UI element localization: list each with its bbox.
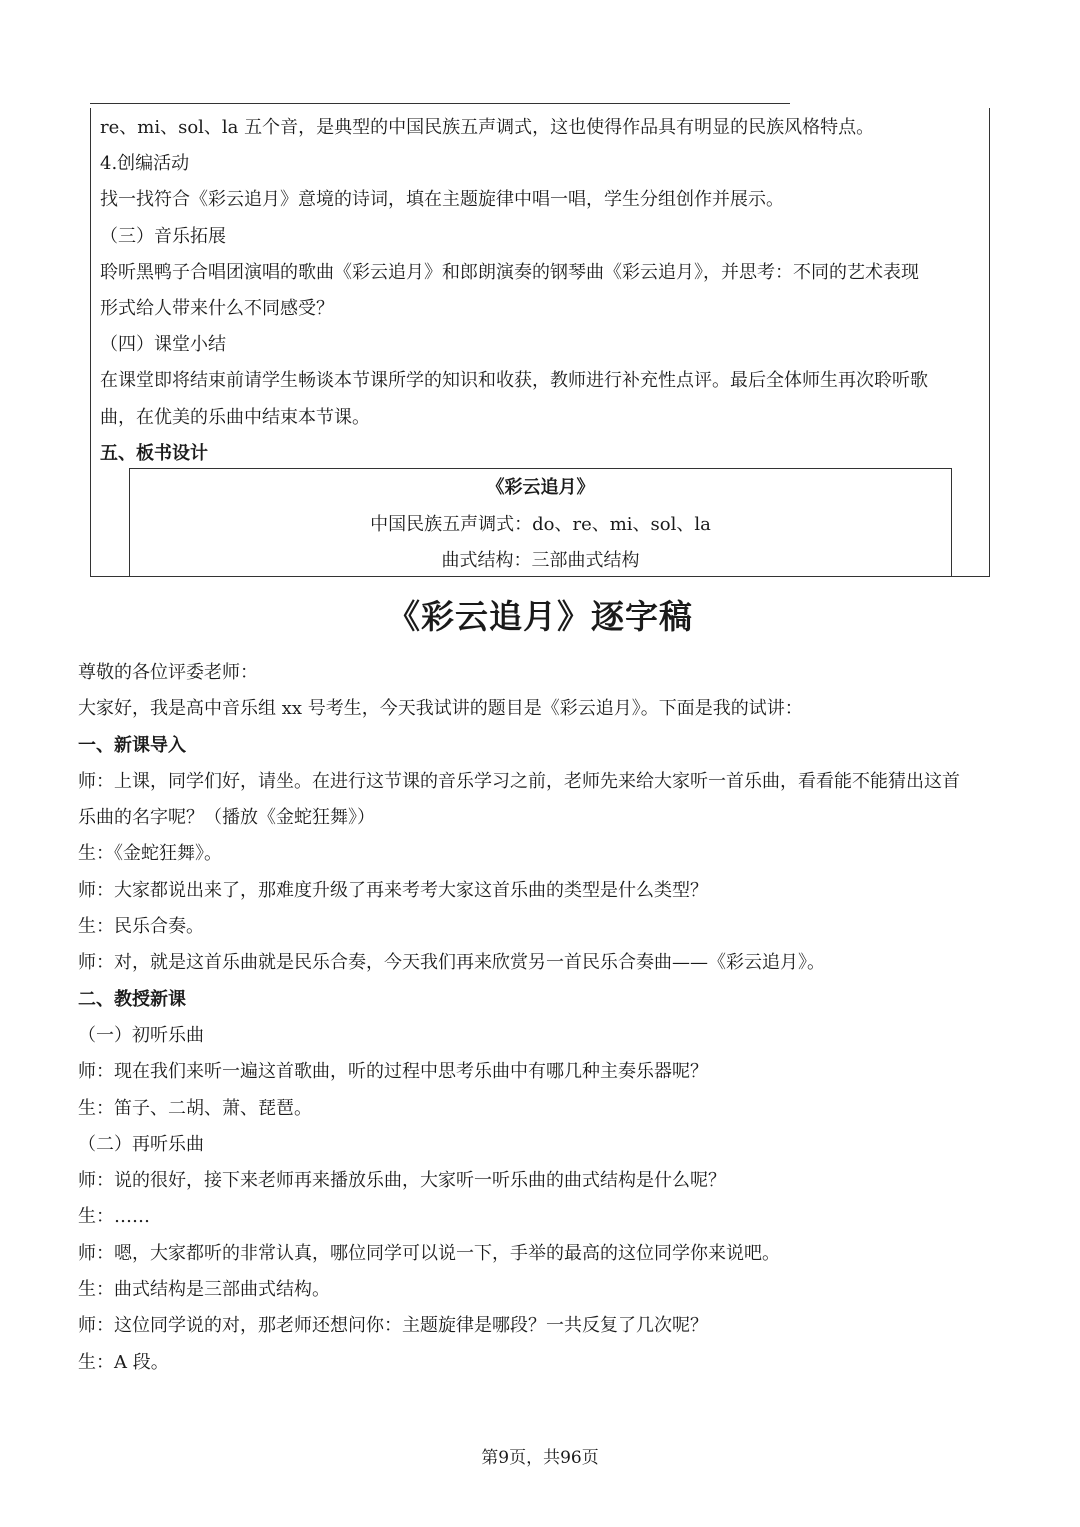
paragraph-line: 聆听黑鸭子合唱团演唱的歌曲《彩云追月》和郎朗演奏的钢琴曲《彩云追月》，并思考：不同的艺术表现 [100, 261, 919, 283]
board-title: 《彩云追月》 [486, 477, 595, 498]
board-line: 中国民族五声调式：do、re、mi、sol、la [370, 513, 711, 535]
paragraph-line: 生：A 段。 [78, 1351, 169, 1373]
subsection-heading: （一）初听乐曲 [78, 1024, 204, 1046]
paragraph-line: 师：嗯，大家都听的非常认真，哪位同学可以说一下，手举的最高的这位同学你来说吧。 [78, 1242, 780, 1264]
paragraph-line: 师：对，就是这首乐曲就是民乐合奏，今天我们再来欣赏另一首民乐合奏曲——《彩云追月》。 [78, 952, 825, 974]
paragraph-line: （四）课堂小结 [100, 334, 226, 356]
paragraph-line: 找一找符合《彩云追月》意境的诗词，填在主题旋律中唱一唱，学生分组创作并展示。 [100, 189, 784, 211]
paragraph-line: re、mi、sol、la 五个音，是典型的中国民族五声调式，这也使得作品具有明显的民族风格特点。 [100, 117, 875, 138]
paragraph-line: （三）音乐拓展 [100, 225, 226, 247]
document-title: 《彩云追月》逐字稿 [387, 597, 693, 636]
page-number: 第9页，共96页 [481, 1448, 599, 1468]
table-content [100, 110, 980, 472]
paragraph-line: 生：…… [78, 1206, 150, 1228]
paragraph-line: 尊敬的各位评委老师： [78, 662, 258, 683]
paragraph-line: 形式给人带来什么不同感受？ [100, 298, 334, 320]
paragraph-line: 生：《金蛇狂舞》。 [78, 843, 222, 865]
transcript-body [78, 655, 1008, 1381]
paragraph-line: 乐曲的名字呢？（播放《金蛇狂舞》） [78, 807, 375, 829]
paragraph-line: 师：现在我们来听一遍这首歌曲，听的过程中思考乐曲中有哪几种主奏乐器呢？ [78, 1061, 708, 1083]
paragraph-line: 在课堂即将结束前请学生畅谈本节课所学的知识和收获，教师进行补充性点评。最后全体师生再次聆听歌 [100, 370, 928, 392]
paragraph-line: 师：这位同学说的对，那老师还想问你：主题旋律是哪段？一共反复了几次呢？ [78, 1315, 708, 1337]
paragraph-line: 师：上课，同学们好，请坐。在进行这节课的音乐学习之前，老师先来给大家听一首乐曲，看看能不能猜出这首 [78, 770, 960, 792]
paragraph-line: 生：笛子、二胡、萧、琵琶。 [78, 1097, 312, 1119]
section-heading: 一、新课导入 [78, 734, 186, 756]
board-line: 曲式结构：三部曲式结构 [441, 550, 640, 571]
lesson-plan-table [90, 108, 990, 577]
paragraph-line: 生：民乐合奏。 [78, 916, 204, 938]
table-top-rule [90, 103, 790, 104]
paragraph-line: 大家好，我是高中音乐组 xx 号考生，今天我试讲的题目是《彩云追月》。下面是我的试讲： [78, 698, 803, 720]
paragraph-line: 师：大家都说出来了，那难度升级了再来考考大家这首乐曲的类型是什么类型？ [78, 879, 708, 901]
paragraph-line: 4.创编活动 [100, 153, 190, 175]
section-heading: 二、教授新课 [78, 988, 186, 1010]
section-heading: 五、板书设计 [100, 442, 208, 464]
board-design-box [129, 468, 952, 577]
paragraph-line: 师：说的很好，接下来老师再来播放乐曲，大家听一听乐曲的曲式结构是什么呢？ [78, 1170, 726, 1192]
subsection-heading: （二）再听乐曲 [78, 1133, 204, 1155]
paragraph-line: 生：曲式结构是三部曲式结构。 [78, 1279, 330, 1301]
paragraph-line: 曲，在优美的乐曲中结束本节课。 [100, 406, 370, 428]
